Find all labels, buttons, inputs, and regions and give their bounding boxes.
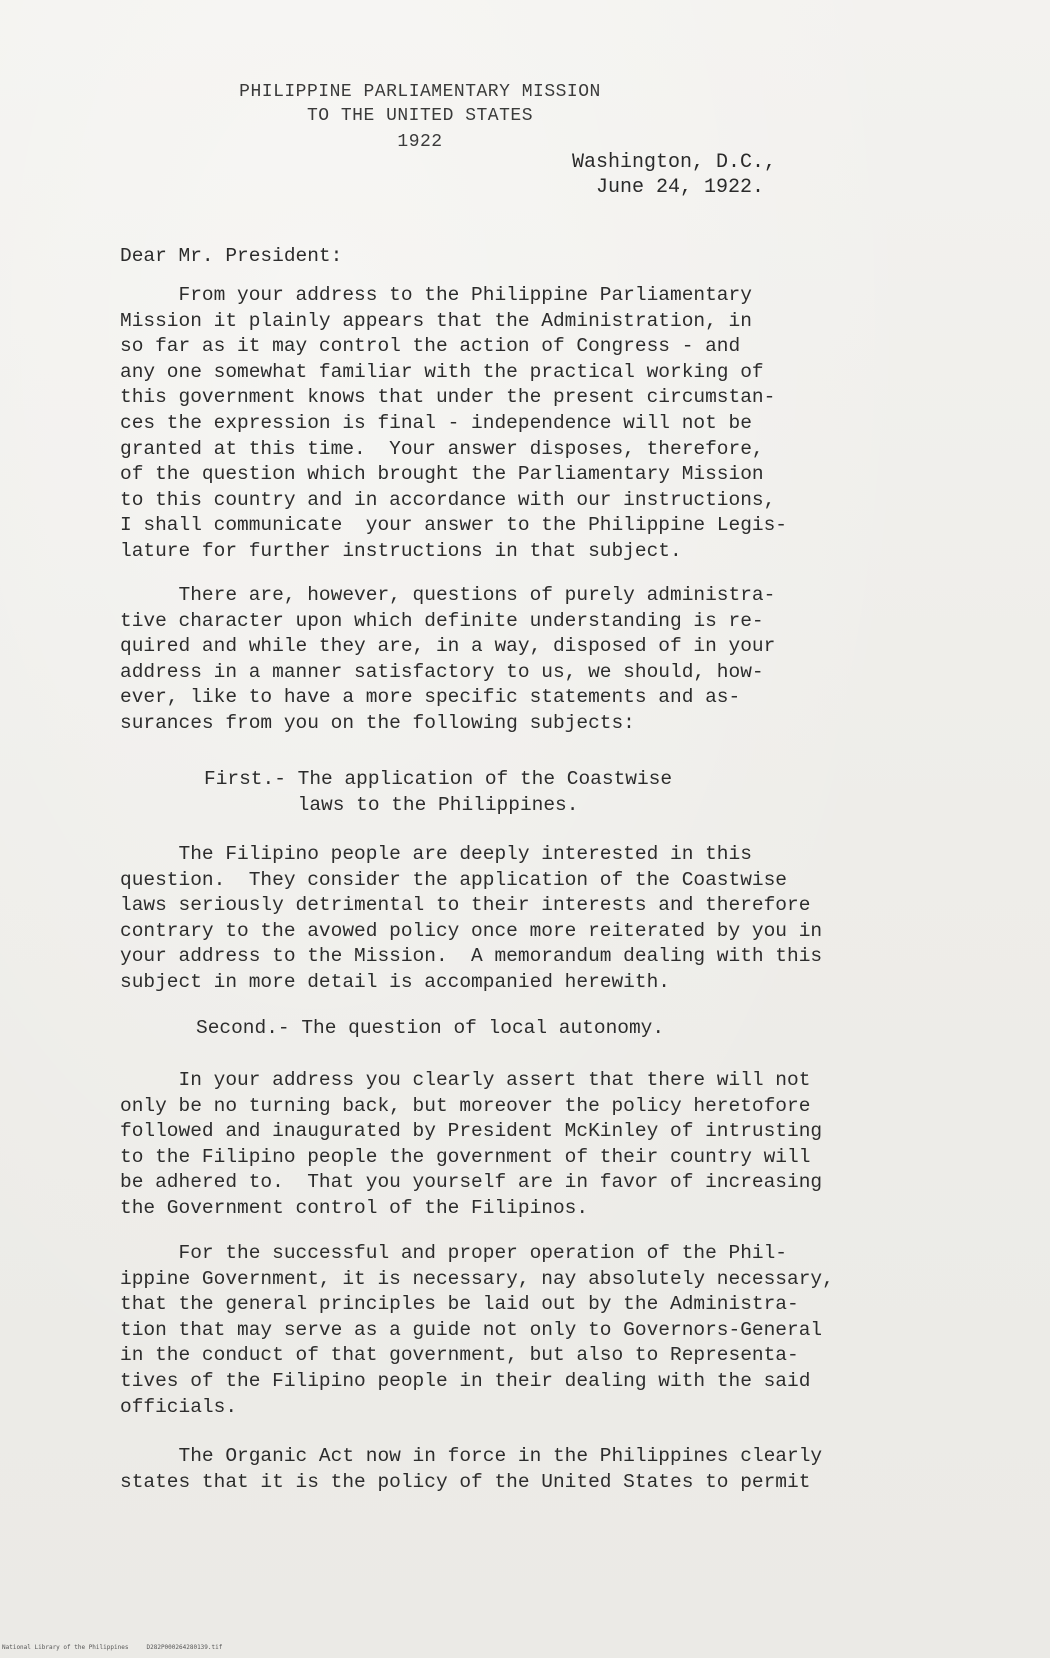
letterhead-line-2: TO THE UNITED STATES: [306, 106, 534, 126]
text-line: contrary to the avowed policy once more reiterated by you in: [120, 919, 823, 942]
text-line: laws to the Philippines.: [204, 793, 579, 816]
text-line: followed and inaugurated by President McKinley of intrusting: [120, 1120, 823, 1143]
text-line: tive character upon which definite understanding is re-: [120, 609, 764, 632]
text-line: your address to the Mission. A memorandum dealing with this: [120, 945, 823, 968]
text-line: I shall communicate your answer to the Philippine Legis-: [120, 514, 788, 537]
text-line: lature for further instructions in that subject.: [120, 539, 682, 562]
text-line: subject in more detail is accompanied herewith.: [120, 970, 670, 993]
letterhead-year: 1922: [397, 132, 443, 152]
second-subject-heading: Second.- The question of local autonomy.: [196, 1017, 665, 1039]
text-line: For the successful and proper operation of the Phil-: [120, 1242, 788, 1264]
text-line: to the Filipino people the government of their country will: [120, 1145, 811, 1168]
text-line: ever, like to have a more specific statements and as-: [120, 686, 741, 709]
text-line: so far as it may control the action of Congress - and: [120, 335, 741, 358]
text-line: Mission it plainly appears that the Administration, in: [120, 309, 752, 332]
text-line: laws seriously detrimental to their interests and therefore: [120, 894, 811, 917]
text-line: any one somewhat familiar with the practical working of: [120, 360, 764, 383]
text-line: ces the expression is final - independence will not be: [120, 411, 752, 434]
text-line: this government knows that under the present circumstan-: [120, 386, 776, 409]
text-line: The Organic Act now in force in the Philippines clearly: [120, 1445, 823, 1467]
paragraph-6: [120, 1444, 920, 1495]
text-line: granted at this time. Your answer disposes, therefore,: [120, 437, 764, 460]
text-line: be adhered to. That you yourself are in favor of increasing: [120, 1171, 823, 1194]
archive-footer: National Library of the Philippines D282P000264280139.tif: [2, 1644, 223, 1651]
dateline-place: Washington, D.C.,: [572, 151, 777, 174]
text-line: quired and while they are, in a way, disposed of in your: [120, 635, 776, 658]
salutation: Dear Mr. President:: [120, 245, 343, 267]
text-line: surances from you on the following subjects:: [120, 711, 635, 734]
letterhead-line-1: PHILIPPINE PARLIAMENTARY MISSION: [239, 82, 601, 102]
text-line: the Government control of the Filipinos.: [120, 1196, 589, 1219]
text-line: of the question which brought the Parliamentary Mission: [120, 463, 764, 486]
text-line: in the conduct of that government, but also to Representa-: [120, 1344, 799, 1367]
text-line: that the general principles be laid out by the Administra-: [120, 1293, 799, 1316]
text-line: states that it is the policy of the United States to permit: [120, 1470, 811, 1493]
text-line: First.- The application of the Coastwise: [204, 768, 673, 790]
text-line: to this country and in accordance with our instructions,: [120, 488, 776, 511]
paragraph-2: [120, 583, 920, 737]
text-line: only be no turning back, but moreover the policy heretofore: [120, 1094, 811, 1117]
paragraph-4: [120, 1068, 920, 1222]
paragraph-3: [120, 842, 920, 996]
text-line: ippine Government, it is necessary, nay absolutely necessary,: [120, 1267, 834, 1290]
text-line: address in a manner satisfactory to us, we should, how-: [120, 660, 764, 683]
text-line: There are, however, questions of purely administra-: [120, 584, 776, 606]
text-line: officials.: [120, 1395, 238, 1418]
paragraph-5: [120, 1241, 920, 1420]
text-line: From your address to the Philippine Parliamentary: [120, 284, 752, 306]
text-line: question. They consider the application of the Coastwise: [120, 868, 788, 891]
paragraph-1: [120, 283, 920, 565]
first-subject-heading: [204, 767, 1004, 818]
text-line: tives of the Filipino people in their dealing with the said: [120, 1369, 811, 1392]
dateline-date: June 24, 1922.: [596, 176, 765, 199]
text-line: The Filipino people are deeply interested in this: [120, 843, 752, 865]
text-line: In your address you clearly assert that there will not: [120, 1069, 811, 1091]
text-line: tion that may serve as a guide not only to Governors-General: [120, 1318, 823, 1341]
